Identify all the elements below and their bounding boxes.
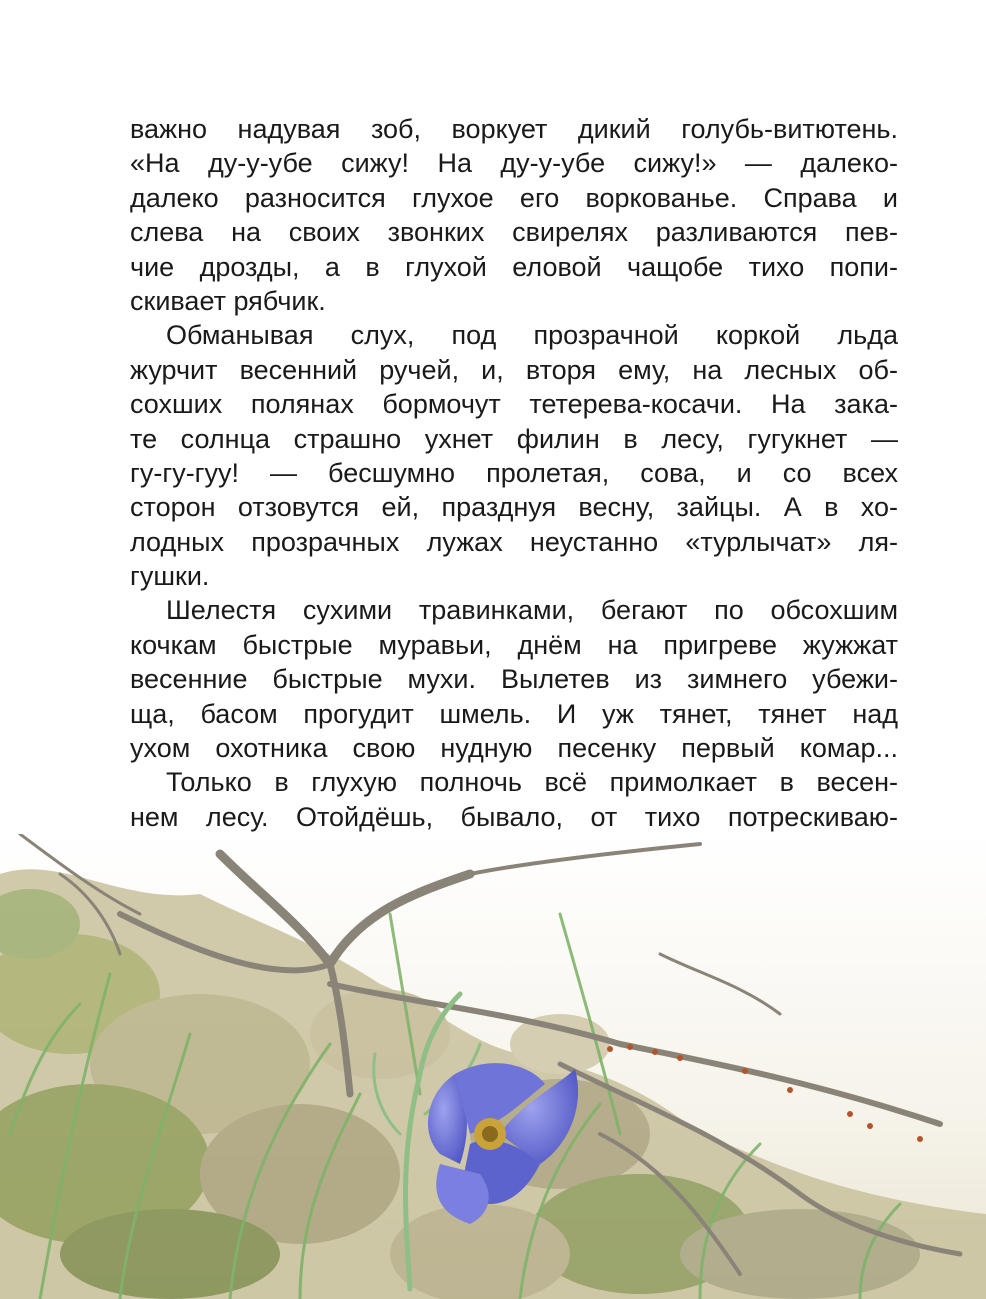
text-line: Шелестя сухими травинками, бегают по обсохшим bbox=[166, 595, 898, 626]
text-line: сохших полянах бормочут тетерева-косачи. На зака- bbox=[130, 389, 898, 420]
text-line: далеко разносится глухое его воркованье. Справа и bbox=[130, 182, 898, 213]
text-line: Только в глухую полночь всё примолкает в весен- bbox=[166, 767, 898, 798]
text-line: нем лесу. Отойдёшь, бывало, от тихо потрескиваю- bbox=[130, 801, 898, 832]
text-line: гушки. bbox=[130, 561, 210, 592]
text-line: те солнца страшно ухнет филин в лесу, гугукнет — bbox=[130, 423, 898, 454]
text-line: важно надувая зоб, воркует дикий голубь-витютень. bbox=[130, 114, 898, 144]
text-line: «На ду-у-убе сижу! На ду-у-убе сижу!» — далеко- bbox=[130, 148, 898, 179]
text-line: журчит весенний ручей, и, вторя ему, на лесных об- bbox=[130, 354, 898, 385]
text-line: весенние быстрые мухи. Вылетев из зимнего убежи- bbox=[130, 664, 898, 695]
paragraph-3 bbox=[130, 593, 898, 765]
pasque-flower-illustration bbox=[0, 834, 986, 1299]
text-line: слева на своих звонких свирелях разливаются пев- bbox=[130, 217, 898, 248]
story-text bbox=[130, 112, 898, 834]
paragraph-2 bbox=[130, 318, 898, 593]
text-line: чие дрозды, а в глухой еловой чащобе тихо попи- bbox=[130, 251, 898, 282]
text-line: лодных прозрачных лужах неустанно «турлычат» ля- bbox=[130, 526, 898, 557]
text-line: кочкам быстрые муравьи, днём на пригреве жужжат bbox=[130, 629, 898, 660]
paragraph-4 bbox=[130, 765, 898, 834]
text-line: ща, басом прогудит шмель. И уж тянет, тянет над bbox=[130, 698, 898, 729]
text-line: сторон отзовутся ей, празднуя весну, зайцы. А в хо- bbox=[130, 492, 898, 523]
text-line: скивает рябчик. bbox=[130, 285, 326, 316]
paragraph-1 bbox=[130, 112, 898, 318]
text-line: ухом охотника свою нудную песенку первый комар... bbox=[130, 733, 898, 764]
text-line: гу-гу-гуу! — бесшумно пролетая, сова, и со всех bbox=[130, 457, 898, 488]
text-line: Обманывая слух, под прозрачной коркой льда bbox=[166, 320, 898, 351]
